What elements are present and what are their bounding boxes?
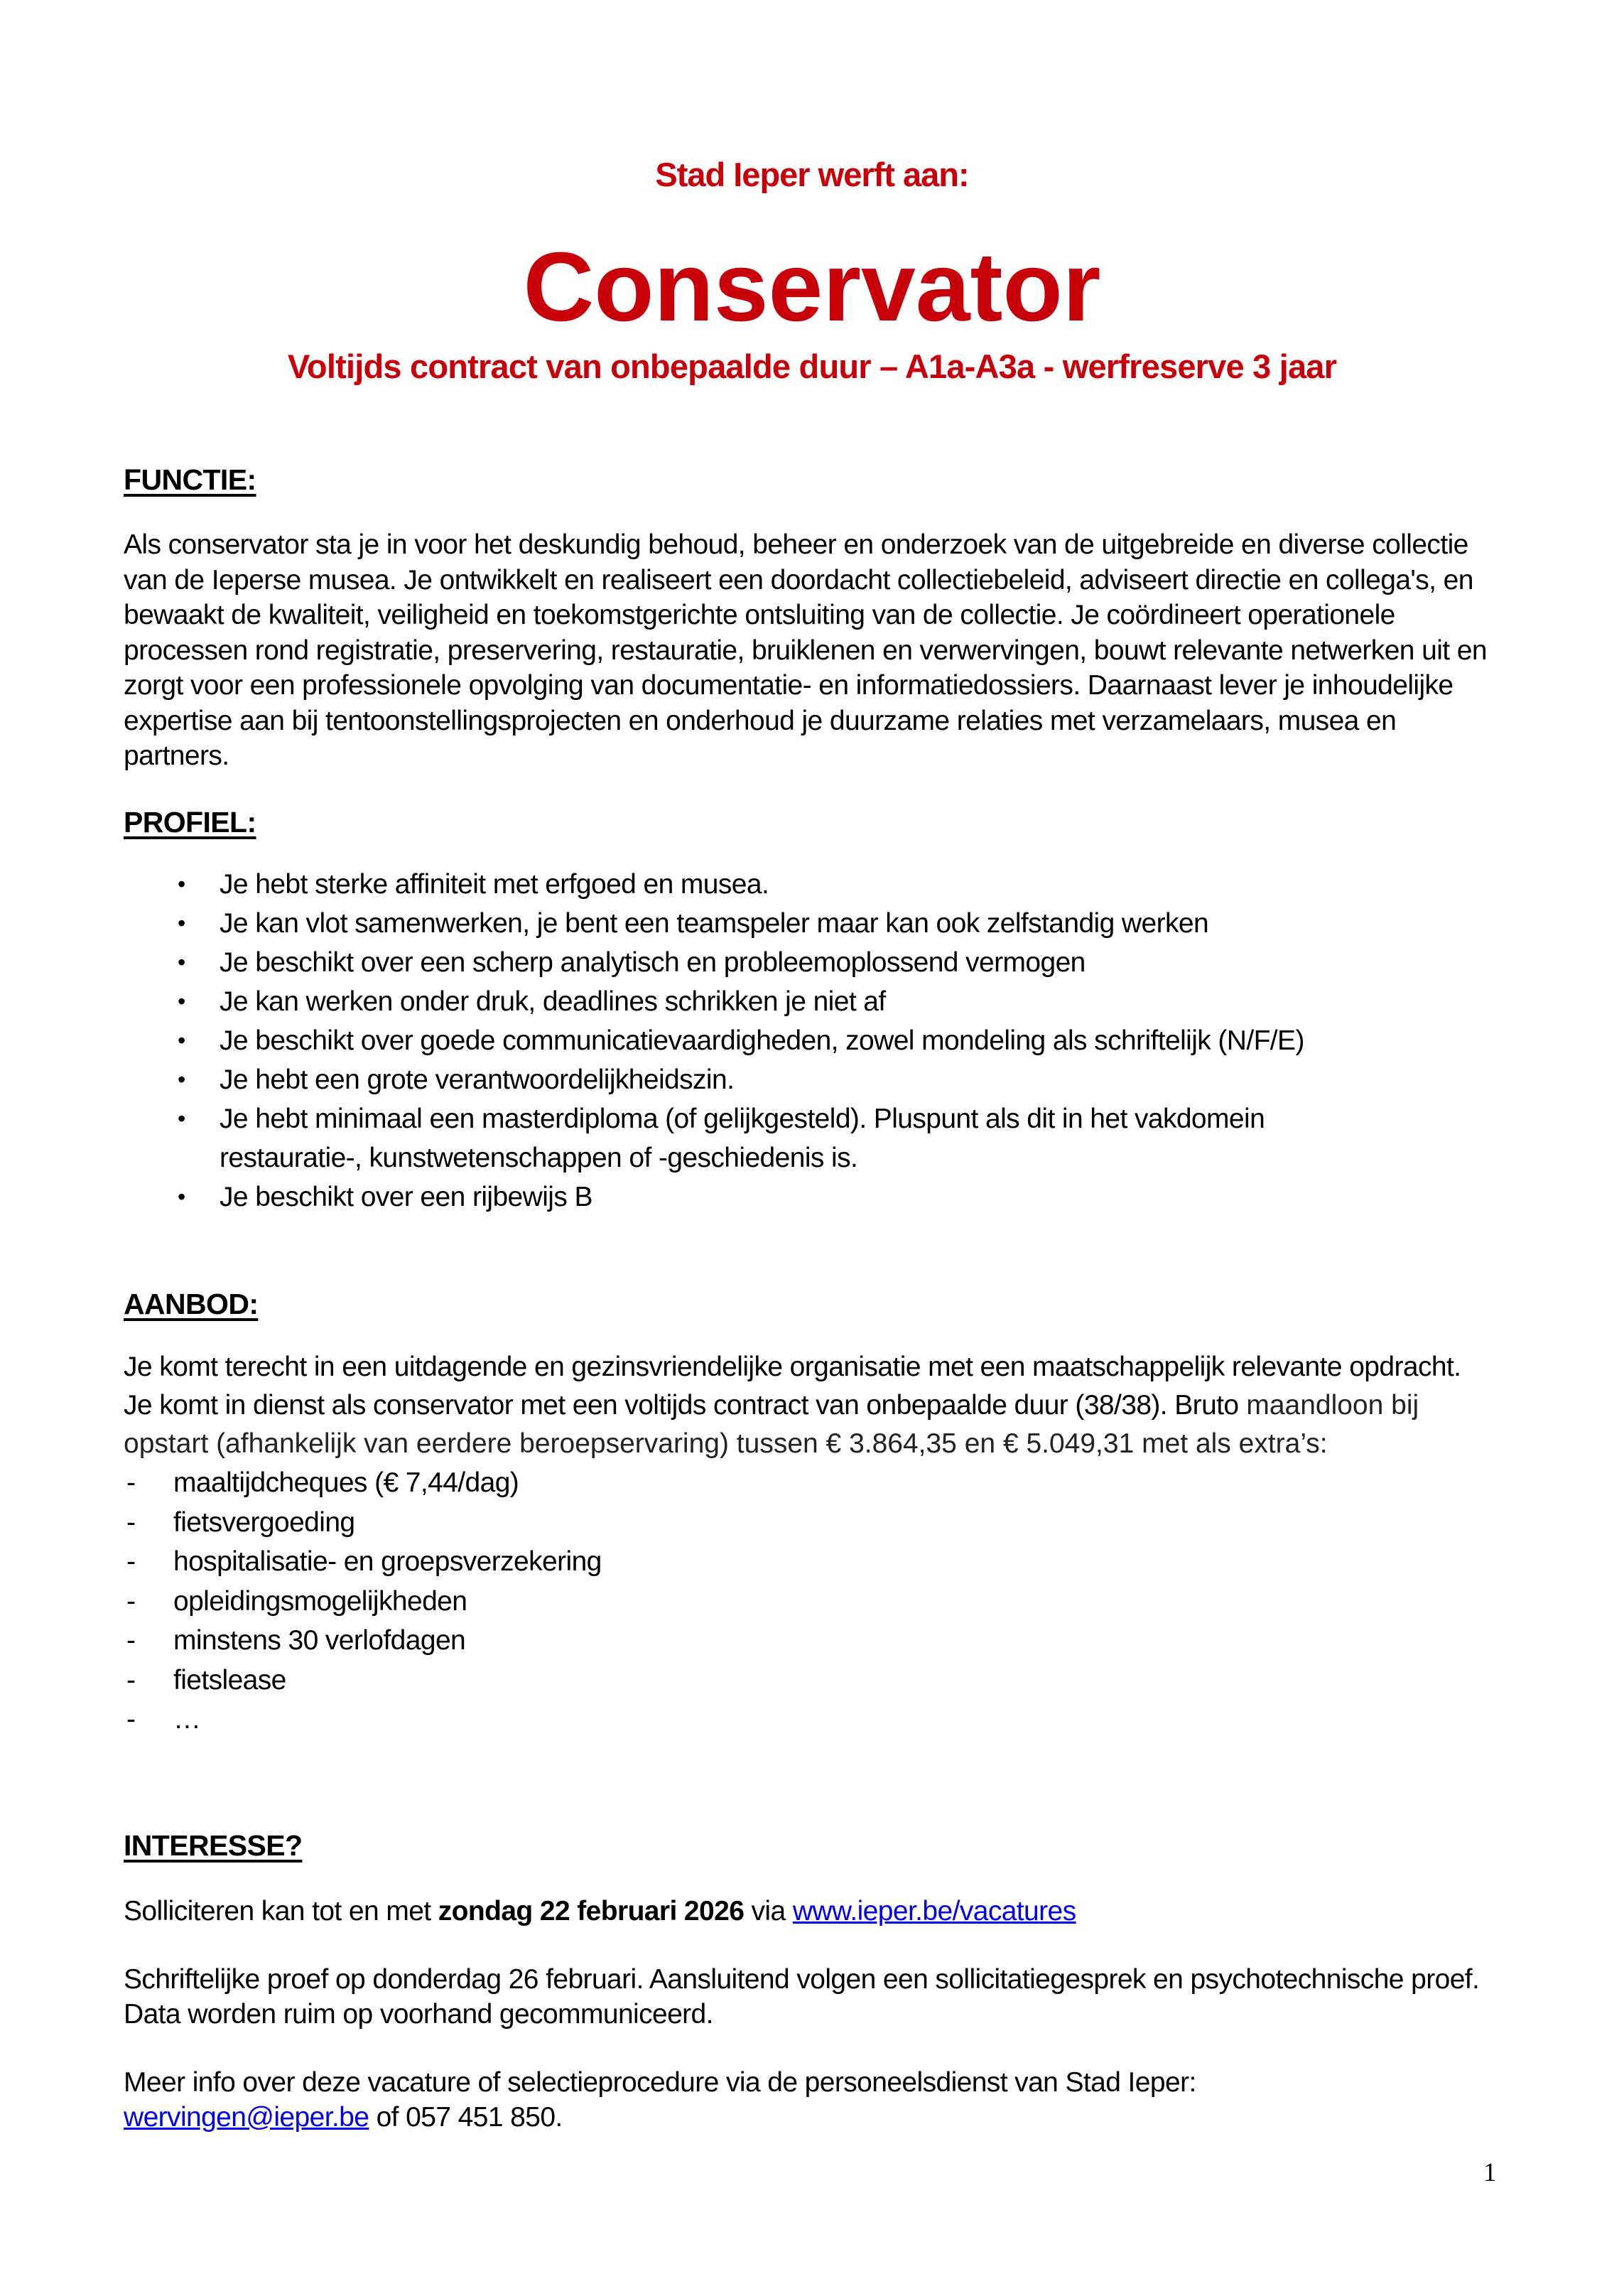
section-functie bbox=[124, 463, 1502, 774]
bullet-icon: • bbox=[178, 1067, 185, 1092]
dash-bullet-icon: - bbox=[126, 1546, 136, 1577]
bullet-icon: • bbox=[178, 988, 185, 1014]
profiel-item bbox=[124, 1060, 1502, 1099]
profiel-item bbox=[124, 1021, 1502, 1060]
section-heading-interesse: INTERESSE? bbox=[124, 1829, 303, 1862]
extra-item-text: … bbox=[173, 1704, 201, 1735]
extra-item bbox=[124, 1621, 1502, 1661]
extra-item-text: maaltijdcheques (€ 7,44/dag) bbox=[173, 1467, 519, 1498]
extra-item-text: opleidingsmogelijkheden bbox=[173, 1585, 467, 1617]
info-line bbox=[124, 2065, 1502, 2135]
apply-prefix: Solliciteren kan tot en met bbox=[124, 1896, 438, 1926]
apply-line bbox=[124, 1894, 1502, 1929]
dash-bullet-icon: - bbox=[126, 1585, 136, 1617]
profiel-item-text: Je beschikt over goede communicatievaardigheden, zowel mondeling als schriftelijk (N/F/E) bbox=[220, 1025, 1304, 1056]
job-subtitle: Voltijds contract van onbepaalde duur – A1a-A3a - werfreserve 3 jaar bbox=[287, 347, 1337, 385]
aanbod-salary-text: maandloon bij opstart (afhankelijk van eerdere beroepservaring) tussen € 3.864,35 en € 5.049,31 met als extra’s: bbox=[124, 1390, 1419, 1459]
apply-via: via bbox=[744, 1896, 793, 1926]
aanbod-text-main: Je komt terecht in een uitdagende en gezinsvriendelijke organisatie met een maatschappelijk relevante opdracht. Je komt in dienst als conservator met een voltijds contract van onbepaalde duur (38/38). Bruto bbox=[124, 1352, 1461, 1421]
profiel-item bbox=[124, 982, 1502, 1021]
dash-bullet-icon: - bbox=[126, 1467, 136, 1498]
recruiter-line: Stad Ieper werft aan: bbox=[655, 156, 969, 193]
profiel-item-text: Je beschikt over een scherp analytisch en probleemoplossend vermogen bbox=[220, 947, 1086, 978]
profiel-item-text: Je kan werken onder druk, deadlines schrikken je niet af bbox=[220, 986, 886, 1017]
section-heading-profiel: PROFIEL: bbox=[124, 806, 256, 839]
info-text: Meer info over deze vacature of selectieprocedure via de personeelsdienst van Stad Ieper: bbox=[124, 2066, 1196, 2098]
apply-deadline: zondag 22 februari 2026 bbox=[438, 1896, 745, 1926]
procedure-text: Schriftelijke proef op donderdag 26 februari. Aansluitend volgen een sollicitatiegesprek en psychotechnische proef. Data worden ruim op voorhand gecommuniceerd. bbox=[124, 1963, 1480, 2030]
extra-item-text: minstens 30 verlofdagen bbox=[173, 1625, 466, 1656]
vacatures-link[interactable]: www.ieper.be/vacatures bbox=[792, 1896, 1076, 1926]
dash-bullet-icon: - bbox=[126, 1664, 136, 1696]
bullet-icon: • bbox=[178, 1184, 185, 1209]
bullet-icon: • bbox=[178, 871, 185, 897]
extra-item bbox=[124, 1661, 1502, 1701]
bullet-icon: • bbox=[178, 910, 185, 936]
section-interesse bbox=[124, 1829, 1502, 2135]
bullet-icon: • bbox=[178, 949, 185, 975]
dash-bullet-icon: - bbox=[126, 1704, 136, 1735]
extra-item-text: fietslease bbox=[173, 1664, 286, 1696]
profiel-item bbox=[124, 1177, 1502, 1217]
extra-item bbox=[124, 1503, 1502, 1543]
email-link[interactable]: wervingen@ieper.be bbox=[124, 2102, 369, 2133]
extra-item-text: hospitalisatie- en groepsverzekering bbox=[173, 1546, 602, 1577]
job-title: Conservator bbox=[523, 232, 1101, 342]
profiel-item-text: Je hebt minimaal een masterdiploma (of gelijkgesteld). Pluspunt als dit in het vakdomein restauratie-, kunstwetenschappen of -geschiedenis is. bbox=[220, 1104, 1265, 1173]
profiel-item-text: Je hebt een grote verantwoordelijkheidszin. bbox=[220, 1065, 735, 1095]
extra-item bbox=[124, 1463, 1502, 1503]
profiel-item bbox=[124, 1099, 1502, 1177]
profiel-item bbox=[124, 904, 1502, 943]
section-heading-aanbod: AANBOD: bbox=[124, 1288, 259, 1320]
dash-bullet-icon: - bbox=[126, 1625, 136, 1656]
extra-item-text: fietsvergoeding bbox=[173, 1507, 355, 1538]
extra-item bbox=[124, 1542, 1502, 1582]
extra-item bbox=[124, 1700, 1502, 1740]
functie-description: Als conservator sta je in voor het deskundig behoud, beheer en onderzoek van de uitgebreide en diverse collectie van de Ieperse musea. Je ontwikkelt en realiseert een doordacht collectiebeleid, adviseert directie en collega's, en bewaakt de kwaliteit, veiligheid en toekomstgerichte ontsluiting van de collectie. Je coördineert operationele processen rond registratie, preservering, restauratie, bruiklenen en verwervingen, bouwt relevante netwerken uit en zorgt voor een professionele opvolging van documentatie- en informatiedossiers. Daarnaast lever je inhoudelijke expertise aan bij tentoonstellingsprojecten en onderhoud je duurzame relaties met verzamelaars, musea en partners. bbox=[124, 529, 1487, 771]
section-heading-functie: FUNCTIE: bbox=[124, 463, 256, 496]
profiel-item bbox=[124, 943, 1502, 982]
extra-item bbox=[124, 1582, 1502, 1622]
aanbod-description bbox=[124, 1348, 1502, 1463]
profiel-item-text: Je kan vlot samenwerken, je bent een teamspeler maar kan ook zelfstandig werken bbox=[220, 908, 1209, 939]
dash-bullet-icon: - bbox=[126, 1507, 136, 1538]
profiel-list bbox=[124, 865, 1502, 1217]
page-number: 1 bbox=[1483, 2158, 1497, 2187]
profiel-item-text: Je beschikt over een rijbewijs B bbox=[220, 1182, 592, 1212]
profiel-item bbox=[124, 865, 1502, 904]
aanbod-extras-list bbox=[124, 1463, 1502, 1740]
section-profiel bbox=[124, 806, 1502, 1217]
bullet-icon: • bbox=[178, 1106, 185, 1131]
bullet-icon: • bbox=[178, 1028, 185, 1053]
section-aanbod bbox=[124, 1288, 1502, 1740]
phone-text: of 057 451 850. bbox=[369, 2102, 563, 2133]
profiel-item-text: Je hebt sterke affiniteit met erfgoed en musea. bbox=[220, 869, 769, 900]
